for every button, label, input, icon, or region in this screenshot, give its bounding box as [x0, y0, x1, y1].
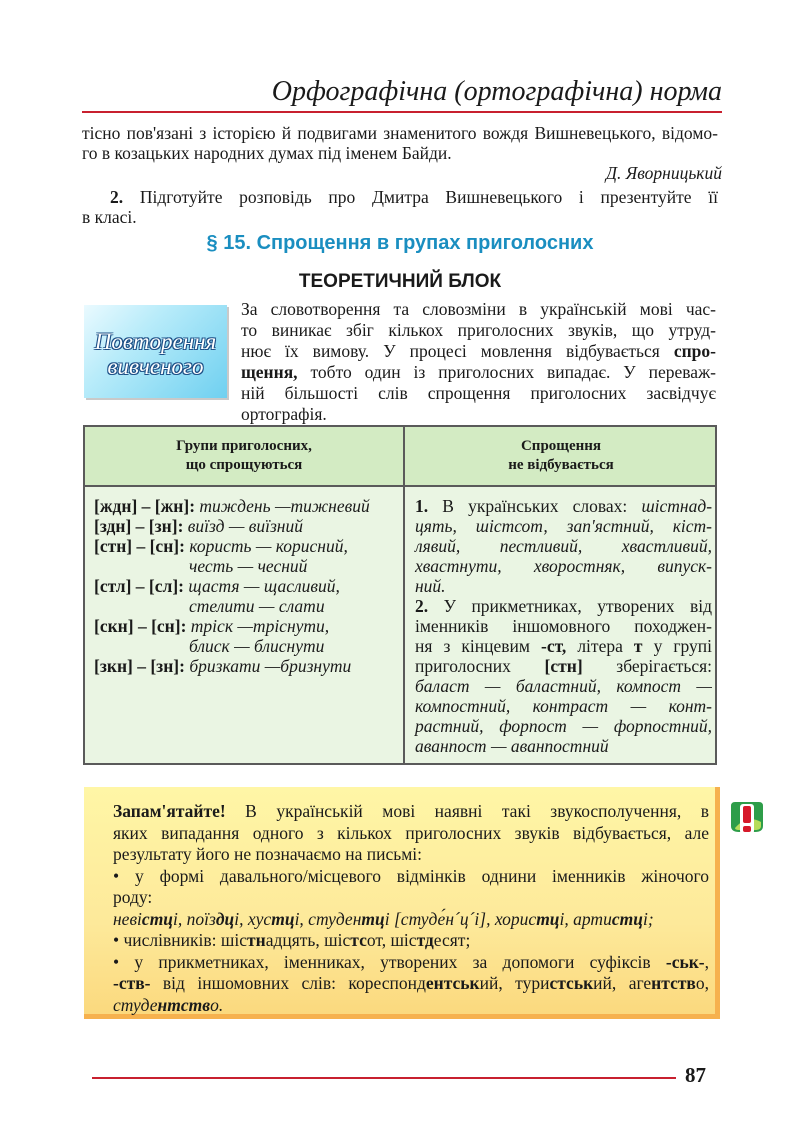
note-line: невістці, поїздці, хустці, студентці [студе́н´ц´і], хористці, артистці; [113, 908, 654, 929]
table-right-line: приголосних [стн] зберігається: [415, 656, 713, 676]
task-number: 2. [110, 187, 124, 207]
note-line: роду: [113, 887, 153, 907]
note-line: • числівників: шістнадцять, шістсот, шістдесят; [113, 930, 471, 950]
table-row: [стл] – [сл]: щастя — щасливий, [94, 576, 340, 596]
table-right-line: аванпост — аванпостний [415, 736, 609, 756]
note-line: • у прикметниках, іменниках, утворених за допомоги суфіксів -ськ-, [113, 951, 710, 972]
page-number: 87 [685, 1063, 706, 1087]
remember-note-text [113, 801, 709, 1016]
exclamation-warning-icon [727, 800, 767, 836]
table-row: стелити — слати [189, 596, 325, 616]
consonant-table [83, 425, 717, 765]
review-badge [84, 305, 227, 398]
theory-line: ній більшості слів спрощення приголосних засвідчує [241, 383, 716, 403]
table-row: [ждн] – [жн]: тиждень —тижневий [94, 496, 370, 516]
table-right-line: 1. В українських словах: шістнад- [415, 496, 713, 516]
theory-line: щення, тобто один із приголосних випадає. У переваж- [241, 362, 716, 382]
table-row: [зкн] – [зн]: бризкати —бризнути [94, 656, 352, 676]
note-line: -ств- від іншомовних слів: кореспондентський, туристський, агентство, [113, 973, 710, 993]
running-header: Орфографічна (ортографічна) норма [271, 76, 722, 107]
task-text: Підготуйте розповідь про Дмитра Вишневецького і презентуйте її [139, 187, 718, 207]
quote-line-2: го в козацьких народних думах під іменем Байди. [82, 143, 452, 163]
note-line: студентство. [113, 994, 224, 1015]
table-row: [стн] – [сн]: користь — корисний, [94, 536, 348, 556]
remember-note [84, 787, 720, 1019]
table-column-divider [403, 427, 405, 763]
task-line-2: в класі. [82, 207, 137, 227]
table-left-column [94, 496, 394, 676]
theory-line: нює їх вимову. У процесі мовлення відбувається спро- [241, 341, 716, 361]
table-row: [скн] – [сн]: тріск —тріснути, [94, 616, 330, 636]
table-right-line: ня з кінцевим -ст, літера т у групі [415, 636, 713, 656]
table-right-line: ний. [415, 576, 446, 596]
note-line: Запам'ятайте! В українській мові наявні такі звукосполучення, в [113, 801, 710, 821]
table-header-divider [85, 485, 715, 487]
table-right-line: баласт — баластний, компост — [415, 676, 712, 696]
table-right-line: растний, форпост — форпостний, [415, 716, 712, 736]
theory-line: ортографія. [241, 404, 327, 424]
quote-author: Д. Яворницький [605, 163, 722, 183]
review-badge-line-1: Повторення [94, 329, 217, 354]
table-right-column [415, 496, 712, 756]
table-row: блиск — блиснути [189, 636, 325, 656]
note-line: результату його не позначаємо на письмі: [113, 844, 423, 864]
section-title: § 15. Спрощення в групах приголосних [206, 232, 594, 254]
task-line-1 [110, 187, 718, 207]
note-line: • у формі давального/місцевого відмінків однини іменників жіночого [113, 865, 709, 886]
table-row: честь — чесний [189, 556, 308, 576]
table-right-line: 2. У прикметниках, утворених від [415, 596, 713, 616]
table-header-left: Групи приголосних, що спрощуються [176, 438, 312, 473]
review-badge-line-2: вивченого [107, 354, 204, 379]
table-right-line: цять, шістсот, зап'ястний, кіст- [415, 516, 712, 536]
table-header-right: Спрощення не відбувається [508, 438, 614, 473]
table-right-line: іменників іншомовного походжен- [415, 616, 712, 636]
note-line: яких випадання одного з кількох приголосних звуків відбувається, але [113, 822, 709, 843]
table-right-line: компостний, контраст — конт- [415, 696, 712, 716]
table-row: [здн] – [зн]: виїзд — виїзний [94, 516, 303, 536]
header-divider [82, 111, 722, 113]
quote-line-1: тісно пов'язані з історією й подвигами знаменитого вождя Вишневецького, відомо- [82, 123, 718, 143]
theory-line: то виникає збіг кількох приголосних звуків, що утруд- [241, 320, 716, 340]
theory-line: За словотворення та словозміни в українській мові час- [241, 299, 716, 319]
table-right-line: лявий, пестливий, хвастливий, [415, 536, 712, 556]
theory-paragraph [241, 299, 716, 425]
footer-divider [92, 1077, 676, 1079]
theory-block-title: ТЕОРЕТИЧНИЙ БЛОК [298, 271, 502, 292]
table-right-line: хвастнути, хворостняк, випуск- [415, 556, 712, 576]
